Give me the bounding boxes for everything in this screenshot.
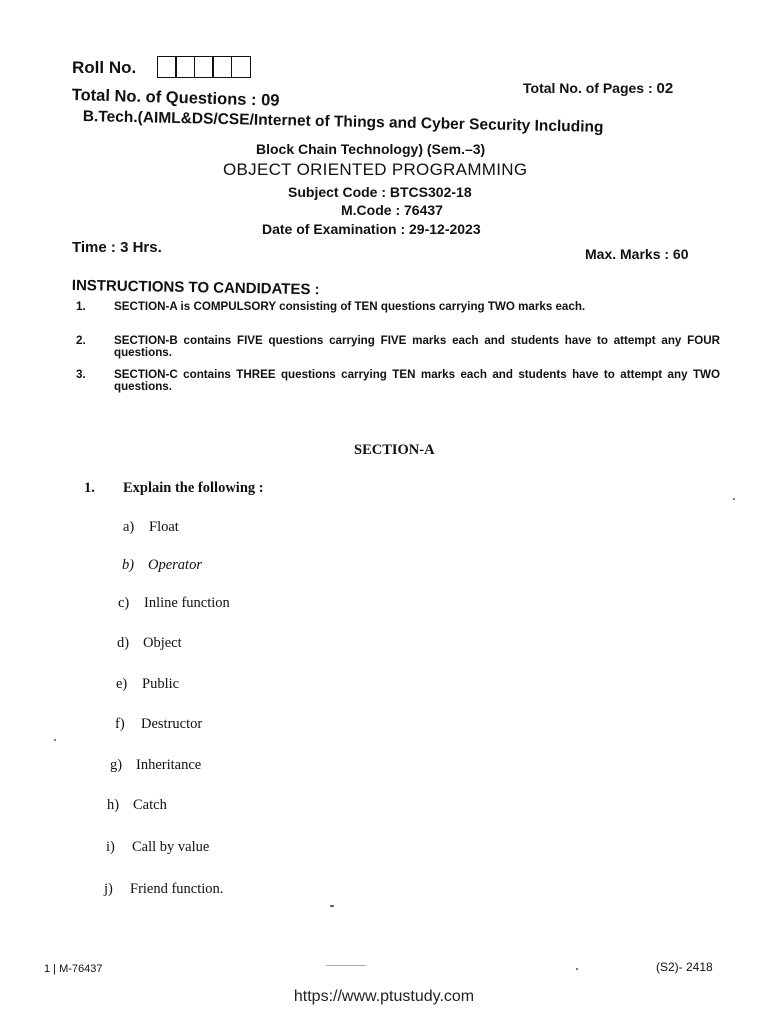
- roll-no-box: [157, 56, 177, 78]
- instruction-item: [76, 335, 720, 359]
- sub-question-item: [117, 635, 182, 652]
- roll-no-label: Roll No.: [72, 58, 137, 77]
- sub-question-label: a): [123, 519, 135, 535]
- sub-question-text: Inline function: [144, 595, 230, 611]
- sub-question-item: [110, 757, 201, 774]
- sub-question-label: c): [118, 595, 130, 611]
- exam-date: Date of Examination : 29-12-2023: [262, 221, 481, 237]
- scan-speck: [733, 498, 735, 500]
- instruction-number: 2.: [76, 334, 86, 347]
- instruction-text: SECTION-B contains FIVE questions carrying FIVE marks each and students have to attempt any FOUR questions.: [114, 334, 720, 359]
- question-number: 1.: [84, 480, 95, 496]
- sub-question-label: h): [107, 797, 120, 813]
- sub-question-label: e): [116, 676, 128, 692]
- subject-code: Subject Code : BTCS302-18: [288, 184, 472, 200]
- instruction-item: [76, 301, 720, 313]
- sub-question-label: f): [115, 716, 125, 732]
- scan-speck: [576, 968, 578, 970]
- sub-question-text: Friend function.: [130, 881, 224, 897]
- footer-code: (S2)- 2418: [656, 960, 713, 974]
- roll-no-box: [212, 56, 232, 78]
- sub-question-text: Call by value: [132, 839, 210, 855]
- sub-question-text: Public: [142, 676, 180, 692]
- sub-question-text: Destructor: [141, 716, 203, 732]
- scan-speck: [330, 905, 334, 907]
- course-line-1: B.Tech.(AIML&DS/CSE/Internet of Things and Cyber Security Including: [82, 108, 604, 136]
- total-pages-label: Total No. of Pages :: [523, 80, 653, 96]
- instruction-item: [76, 369, 720, 393]
- question-text: Explain the following :: [123, 480, 264, 496]
- roll-no-box: [175, 56, 195, 78]
- max-marks: Max. Marks : 60: [585, 246, 689, 262]
- sub-question-text: Operator: [148, 557, 202, 573]
- scan-speck: [54, 739, 56, 741]
- sub-question-text: Object: [143, 635, 182, 651]
- sub-question-item: [122, 557, 202, 574]
- sub-question-item: [106, 839, 209, 856]
- instruction-number: 1.: [76, 300, 86, 313]
- total-pages: [523, 80, 673, 97]
- sub-question-label: d): [117, 635, 130, 651]
- instruction-text: SECTION-A is COMPULSORY consisting of TEN questions carrying TWO marks each.: [114, 300, 586, 313]
- roll-no-box: [194, 56, 214, 78]
- instruction-text: SECTION-C contains THREE questions carrying TEN marks each and students have to attempt any TWO questions.: [114, 368, 720, 393]
- course-line-2: Block Chain Technology) (Sem.–3): [256, 141, 486, 157]
- roll-no-box: [231, 56, 251, 78]
- sub-question-label: g): [110, 757, 123, 773]
- sub-question-text: Inheritance: [136, 757, 202, 773]
- sub-question-text: Catch: [133, 797, 167, 813]
- sub-question-item: [104, 881, 223, 898]
- time-allowed: Time : 3 Hrs.: [72, 239, 162, 256]
- footer-page-ref: 1 | M-76437: [44, 963, 103, 975]
- instruction-number: 3.: [76, 368, 86, 381]
- total-questions: Total No. of Questions : 09: [71, 86, 280, 110]
- sub-question-item: [123, 519, 179, 536]
- sub-question-label: b): [122, 557, 135, 573]
- instructions-title: INSTRUCTIONS TO CANDIDATES :: [71, 277, 320, 299]
- subject-title: OBJECT ORIENTED PROGRAMMING: [223, 160, 528, 179]
- sub-question-item: [118, 595, 230, 612]
- total-pages-value: 02: [656, 80, 674, 97]
- sub-question-item: [107, 797, 167, 814]
- sub-question-label: i): [106, 839, 115, 855]
- sub-question-label: j): [104, 881, 113, 897]
- roll-no-boxes: [158, 56, 251, 78]
- section-a-title: SECTION-A: [354, 442, 435, 458]
- scan-speck: [326, 965, 366, 966]
- sub-question-item: [116, 676, 179, 693]
- sub-question-text: Float: [149, 519, 179, 535]
- sub-question-item: [115, 716, 202, 733]
- footer-url-link[interactable]: https://www.ptustudy.com: [293, 988, 475, 1005]
- m-code: M.Code : 76437: [341, 202, 443, 218]
